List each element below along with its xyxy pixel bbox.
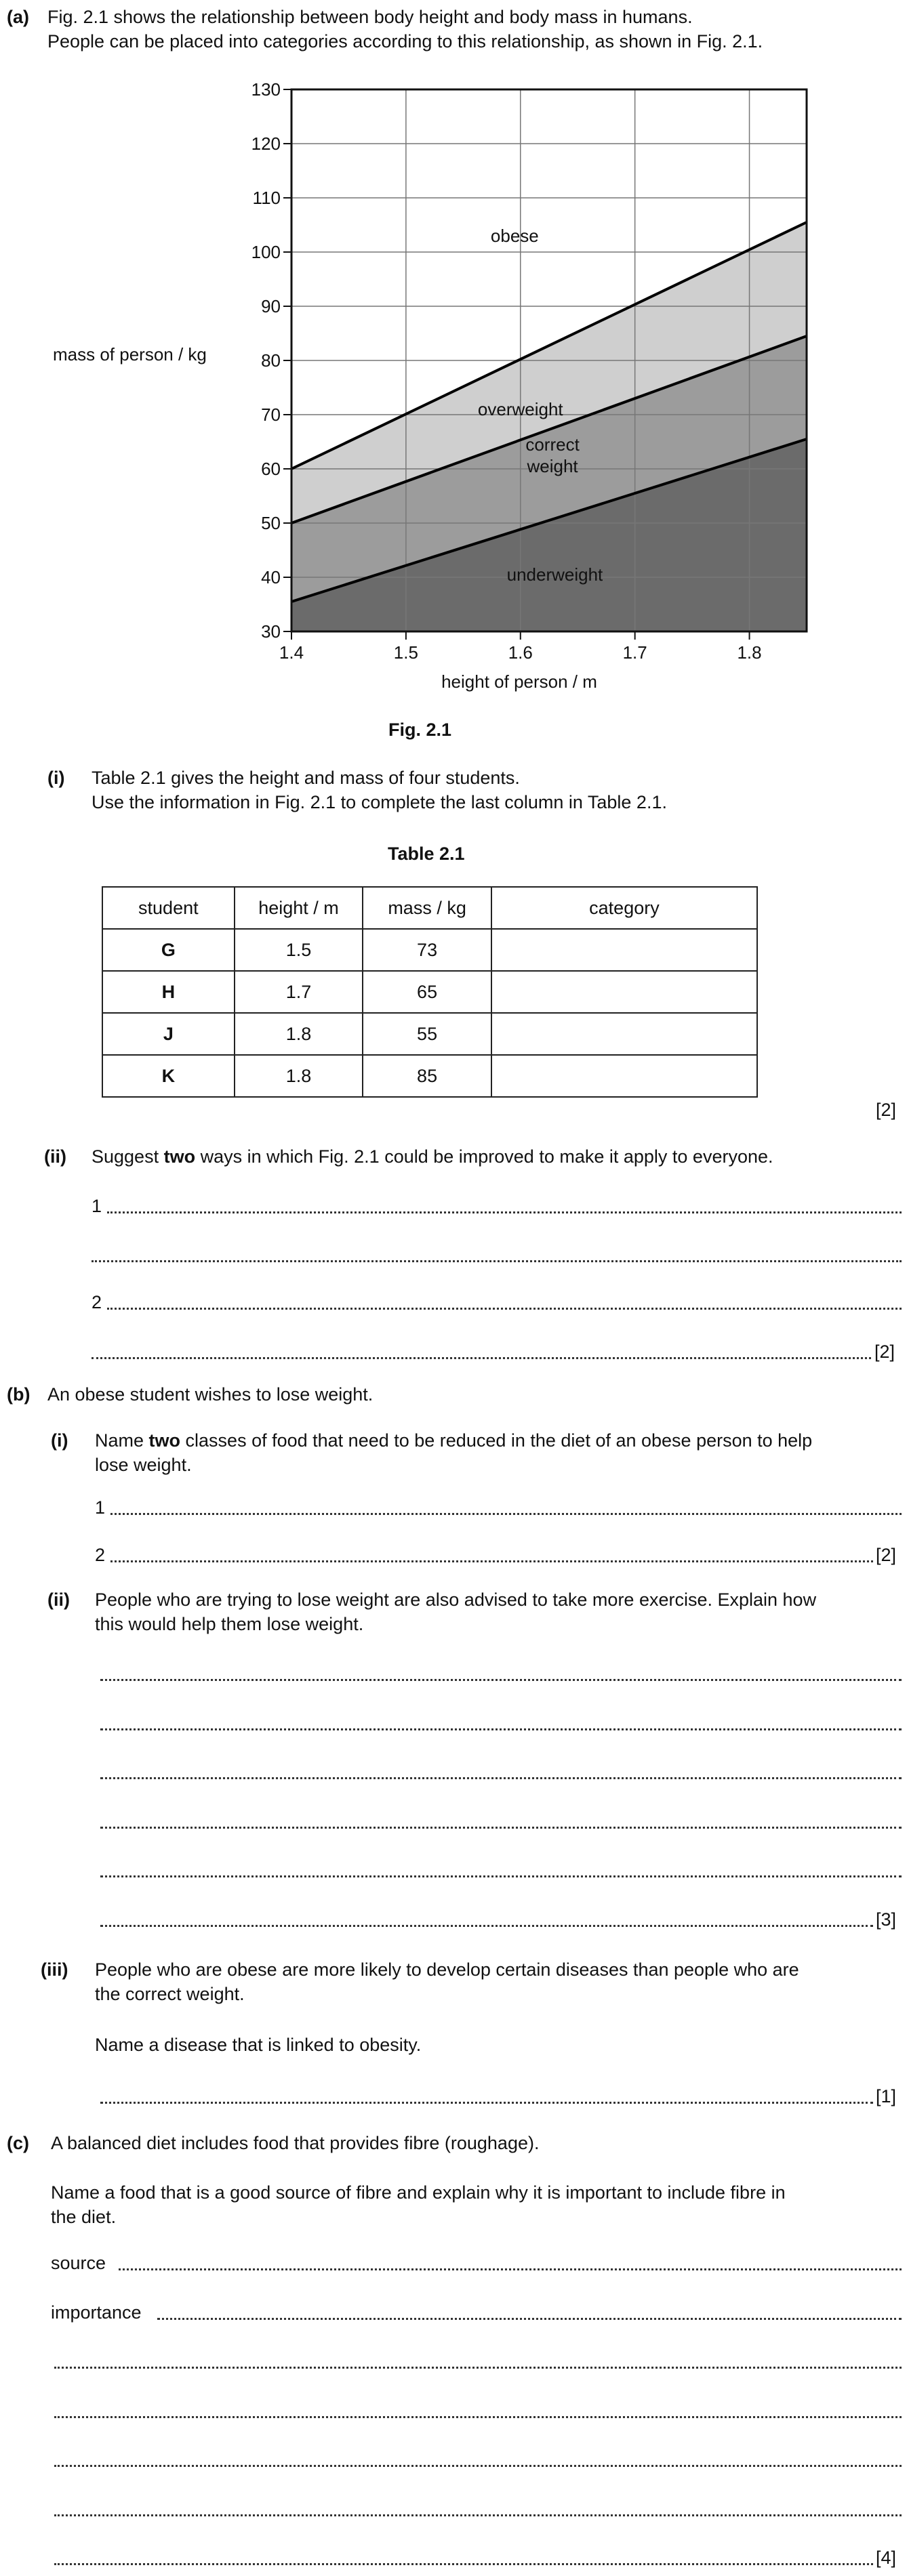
table-header-cell: student	[102, 887, 235, 929]
table-title: Table 2.1	[388, 844, 465, 864]
table-row	[102, 1013, 757, 1055]
chart-region-label: correct	[525, 434, 580, 455]
part-b-i-line-2: lose weight.	[95, 1455, 192, 1475]
answer-line[interactable]	[92, 1260, 902, 1262]
part-b-ii-line-2: this would help them lose weight.	[95, 1614, 364, 1634]
marks-a-i: [2]	[876, 1100, 897, 1120]
answer-line[interactable]	[54, 2514, 902, 2516]
chart-x-axis-label: height of person / m	[441, 671, 597, 692]
answer-line[interactable]	[92, 1357, 871, 1359]
table-row	[102, 1055, 757, 1097]
student-cell: G	[102, 929, 235, 971]
part-b-i-label: (i)	[51, 1430, 68, 1451]
marks-b-ii: [3]	[876, 1909, 897, 1930]
y-tick-label: 40	[261, 567, 281, 587]
x-tick-label: 1.7	[622, 642, 647, 663]
marks-a-ii: [2]	[874, 1342, 895, 1362]
x-tick-label: 1.8	[737, 642, 762, 663]
table-header-cell: height / m	[235, 887, 363, 929]
y-tick-label: 30	[261, 621, 281, 642]
y-tick-label: 90	[261, 296, 281, 316]
chart-region-label: weight	[527, 456, 578, 476]
part-c-line-1: Name a food that is a good source of fibre and explain why it is important to include fibre in	[51, 2182, 786, 2203]
chart-region-label: obese	[490, 226, 539, 246]
chart-region-label: overweight	[477, 399, 563, 419]
marks-b-i: [2]	[876, 1545, 897, 1565]
part-a-i-line-2: Use the information in Fig. 2.1 to complete the last column in Table 2.1.	[92, 792, 667, 812]
question-text: ways in which Fig. 2.1 could be improved to make it apply to everyone.	[195, 1146, 773, 1167]
answer-line[interactable]	[100, 2102, 873, 2104]
answer-line[interactable]	[100, 1777, 902, 1779]
height-cell: 1.7	[235, 971, 363, 1013]
answer-line[interactable]	[54, 2416, 902, 2418]
part-b-iii-line-3: Name a disease that is linked to obesity.	[95, 2035, 422, 2055]
chart-region-label: underweight	[506, 564, 603, 585]
part-c-intro: A balanced diet includes food that provides fibre (roughage).	[51, 2133, 540, 2153]
part-b-label: (b)	[7, 1384, 31, 1405]
category-answer-cell[interactable]	[491, 929, 757, 971]
part-a-label: (a)	[7, 7, 29, 27]
answer-line[interactable]	[107, 1308, 902, 1310]
x-tick-label: 1.6	[508, 642, 533, 663]
answer-line[interactable]	[54, 2563, 873, 2565]
mass-cell: 55	[363, 1013, 491, 1055]
y-tick-label: 70	[261, 404, 281, 425]
question-text: Name	[95, 1430, 149, 1451]
answer-line[interactable]	[100, 1925, 873, 1927]
source-label: source	[51, 2253, 106, 2273]
answer-line[interactable]	[107, 1211, 902, 1213]
answer-number-1: 1	[92, 1196, 102, 1216]
part-b-i-question	[95, 1430, 812, 1451]
table-row	[102, 971, 757, 1013]
answer-line[interactable]	[100, 1728, 902, 1730]
answer-line[interactable]	[100, 1875, 902, 1877]
answer-line[interactable]	[110, 1513, 902, 1515]
emphasis-text: two	[163, 1146, 196, 1167]
y-tick-label: 50	[261, 513, 281, 533]
y-tick-label: 100	[251, 242, 281, 262]
part-b-ii-line-1: People who are trying to lose weight are also advised to take more exercise. Explain how	[95, 1590, 817, 1610]
marks-c: [4]	[876, 2548, 897, 2568]
part-a-i-line-1: Table 2.1 gives the height and mass of four students.	[92, 768, 520, 788]
student-cell: H	[102, 971, 235, 1013]
part-b-ii-label: (ii)	[47, 1590, 70, 1610]
height-cell: 1.8	[235, 1055, 363, 1097]
part-a-intro-line-1: Fig. 2.1 shows the relationship between body height and body mass in humans.	[47, 7, 693, 27]
x-tick-label: 1.5	[393, 642, 418, 663]
student-cell: J	[102, 1013, 235, 1055]
answer-number-2: 2	[92, 1292, 102, 1312]
answer-line[interactable]	[100, 1827, 902, 1829]
x-tick-label: 1.4	[279, 642, 304, 663]
marks-b-iii: [1]	[876, 2086, 897, 2106]
y-tick-label: 120	[251, 133, 281, 154]
answer-number-1: 1	[95, 1497, 106, 1518]
part-b-iii-label: (iii)	[41, 1959, 68, 1980]
part-a-ii-question	[92, 1146, 773, 1167]
mass-cell: 85	[363, 1055, 491, 1097]
table-header-row	[102, 887, 757, 929]
part-a-i-label: (i)	[47, 768, 65, 788]
table-2-1	[102, 886, 758, 1098]
question-text: Suggest	[92, 1146, 164, 1167]
y-tick-label: 130	[251, 79, 281, 100]
emphasis-text: two	[148, 1430, 181, 1451]
table-row	[102, 929, 757, 971]
chart-y-axis-label: mass of person / kg	[53, 344, 207, 365]
part-a-intro-line-2: People can be placed into categories according to this relationship, as shown in Fig. 2.1.	[47, 31, 763, 51]
category-answer-cell[interactable]	[491, 1013, 757, 1055]
height-cell: 1.5	[235, 929, 363, 971]
part-a-ii-label: (ii)	[44, 1146, 66, 1167]
answer-line[interactable]	[157, 2318, 902, 2320]
answer-line[interactable]	[54, 2465, 902, 2467]
answer-line[interactable]	[110, 1560, 873, 1562]
answer-number-2: 2	[95, 1545, 106, 1565]
part-c-label: (c)	[7, 2133, 29, 2153]
category-answer-cell[interactable]	[491, 971, 757, 1013]
category-answer-cell[interactable]	[491, 1055, 757, 1097]
question-text: classes of food that need to be reduced in the diet of an obese person to help	[180, 1430, 813, 1451]
table-header-cell: category	[491, 887, 757, 929]
figure-2-1-chart	[0, 0, 909, 718]
answer-line[interactable]	[100, 1679, 902, 1681]
student-cell: K	[102, 1055, 235, 1097]
y-tick-label: 110	[252, 188, 281, 208]
y-tick-label: 60	[261, 459, 281, 479]
answer-line[interactable]	[119, 2268, 902, 2270]
mass-cell: 65	[363, 971, 491, 1013]
mass-cell: 73	[363, 929, 491, 971]
table-header-cell: mass / kg	[363, 887, 491, 929]
part-b-intro: An obese student wishes to lose weight.	[47, 1384, 373, 1405]
part-c-line-2: the diet.	[51, 2207, 117, 2227]
importance-label: importance	[51, 2302, 142, 2323]
part-b-iii-line-2: the correct weight.	[95, 1984, 245, 2004]
y-tick-label: 80	[261, 350, 281, 371]
figure-caption: Fig. 2.1	[388, 720, 452, 740]
height-cell: 1.8	[235, 1013, 363, 1055]
part-b-iii-line-1: People who are obese are more likely to develop certain diseases than people who are	[95, 1959, 799, 1980]
answer-line[interactable]	[54, 2367, 902, 2369]
